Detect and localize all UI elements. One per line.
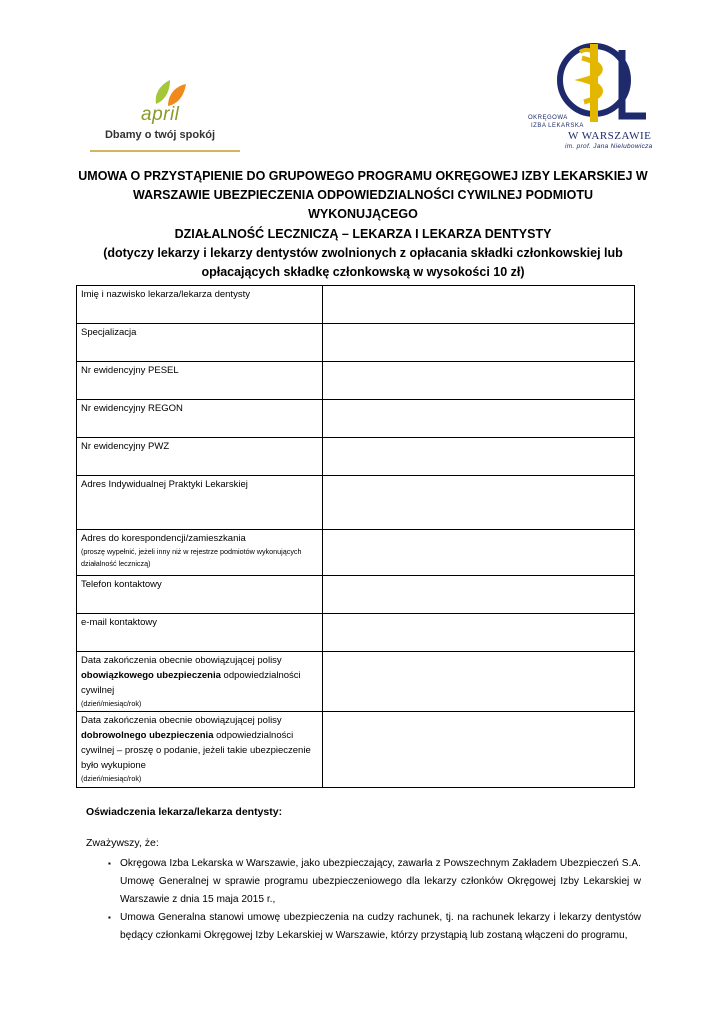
field-input-regon[interactable]: [323, 400, 635, 438]
correspondence-note: (proszę wypełnić, jeżeli inny niż w rejestrze podmiotów wykonujących działalność leczniczą): [81, 547, 302, 568]
field-label-pesel: Nr ewidencyjny PESEL: [77, 362, 323, 400]
mandatory-label-pre: Data zakończenia obecnie obowiązującej polisy: [81, 655, 282, 666]
title-line-1: UMOWA O PRZYSTĄPIENIE DO GRUPOWEGO PROGRAMU OKRĘGOWEJ IZBY LEKARSKIEJ W: [78, 169, 648, 183]
oil-logo-line1: OKRĘGOWA: [528, 115, 568, 121]
field-input-specialization[interactable]: [323, 324, 635, 362]
field-label-email: e-mail kontaktowy: [77, 614, 323, 652]
table-row: [77, 576, 635, 614]
list-item: [86, 909, 641, 945]
voluntary-label-post: odpowiedzialności cywilnej – proszę o podanie, jeżeli takie ubezpieczenie było wykupione: [81, 730, 311, 771]
voluntary-label-pre: Data zakończenia obecnie obowiązującej polisy: [81, 715, 282, 726]
april-underline: [90, 150, 240, 152]
field-label-pwz: Nr ewidencyjny PWZ: [77, 438, 323, 476]
table-row: [77, 476, 635, 530]
declarations-list: [86, 855, 641, 945]
title-line-2: WARSZAWIE UBEZPIECZENIA ODPOWIEDZIALNOŚCI CYWILNEJ PODMIOTU WYKONUJĄCEGO: [133, 188, 593, 222]
april-logo: [86, 72, 246, 154]
field-label-name: Imię i nazwisko lekarza/lekarza dentysty: [77, 286, 323, 324]
declarations-heading: Oświadczenia lekarza/lekarza dentysty:: [86, 806, 283, 818]
april-slogan: Dbamy o twój spokój: [104, 129, 215, 141]
field-label-phone: Telefon kontaktowy: [77, 576, 323, 614]
table-row: [77, 530, 635, 576]
field-label-specialization: Specjalizacja: [77, 324, 323, 362]
table-row: [77, 614, 635, 652]
correspondence-label-text: Adres do korespondencji/zamieszkania: [81, 533, 246, 544]
mandatory-date-format-note: (dzień/miesiąc/rok): [81, 699, 142, 708]
bullet-square-icon: ▪: [108, 859, 111, 868]
title-line-5: opłacających składkę członkowską w wysokości 10 zł): [201, 265, 525, 280]
table-row: [77, 438, 635, 476]
table-row: [77, 286, 635, 324]
field-input-mandatory-policy-end[interactable]: [323, 652, 635, 712]
voluntary-label-bold: dobrowolnego ubezpieczenia: [81, 730, 214, 741]
mandatory-label-post: odpowiedzialności cywilnej: [81, 670, 301, 696]
declaration-text: Umowa Generalna stanowi umowę ubezpieczenia na cudzy rachunek, tj. na rachunek lekarzy i lekarzy dentystów będący członkami Okręgowej Izby Lekarskiej w Warszawie, którzy przystąpią lub zostaną włączeni do programu,: [120, 912, 641, 941]
bullet-square-icon: ▪: [108, 913, 111, 922]
table-row: [77, 712, 635, 788]
title-line-3: DZIAŁALNOŚĆ LECZNICZĄ – LEKARZA I LEKARZA DENTYSTY: [174, 226, 552, 241]
field-label-correspondence-address: [77, 530, 323, 576]
april-brand: april: [141, 104, 180, 125]
applicant-form-table: [76, 285, 635, 788]
field-label-practice-address: Adres Indywidualnej Praktyki Lekarskiej: [77, 476, 323, 530]
field-input-email[interactable]: [323, 614, 635, 652]
list-item: [86, 855, 641, 909]
oil-logo-line3: W WARSZAWIE: [568, 130, 652, 142]
table-row: [77, 362, 635, 400]
document-title: [78, 167, 648, 282]
field-label-voluntary-policy-end: [77, 712, 323, 788]
field-input-phone[interactable]: [323, 576, 635, 614]
oil-logo-line4: im. prof. Jana Nielubowicza: [565, 143, 653, 150]
table-row: [77, 400, 635, 438]
table-row: [77, 652, 635, 712]
declarations-intro: Zważywszy, że:: [86, 837, 159, 849]
field-input-voluntary-policy-end[interactable]: [323, 712, 635, 788]
field-input-name[interactable]: [323, 286, 635, 324]
field-input-correspondence-address[interactable]: [323, 530, 635, 576]
declaration-text: Okręgowa Izba Lekarska w Warszawie, jako ubezpieczający, zawarła z Powszechnym Zakładem Ubezpieczeń S.A. Umowę Generalnej w sprawie programu ubezpieczeniowego dla lekarzy członków Okręgowej Izby Lekarskiej w Warszawie z dnia 15 maja 2015 r.,: [120, 858, 641, 905]
field-label-regon: Nr ewidencyjny REGON: [77, 400, 323, 438]
field-input-practice-address[interactable]: [323, 476, 635, 530]
oil-logo-line2: IZBA LEKARSKA: [531, 123, 584, 129]
field-label-mandatory-policy-end: [77, 652, 323, 712]
title-line-4: (dotyczy lekarzy i lekarzy dentystów zwolnionych z opłacania składki członkowskiej lub: [103, 245, 623, 260]
mandatory-label-bold: obowiązkowego ubezpieczenia: [81, 670, 221, 681]
table-row: [77, 324, 635, 362]
field-input-pesel[interactable]: [323, 362, 635, 400]
voluntary-date-format-note: (dzień/miesiąc/rok): [81, 774, 142, 783]
field-input-pwz[interactable]: [323, 438, 635, 476]
